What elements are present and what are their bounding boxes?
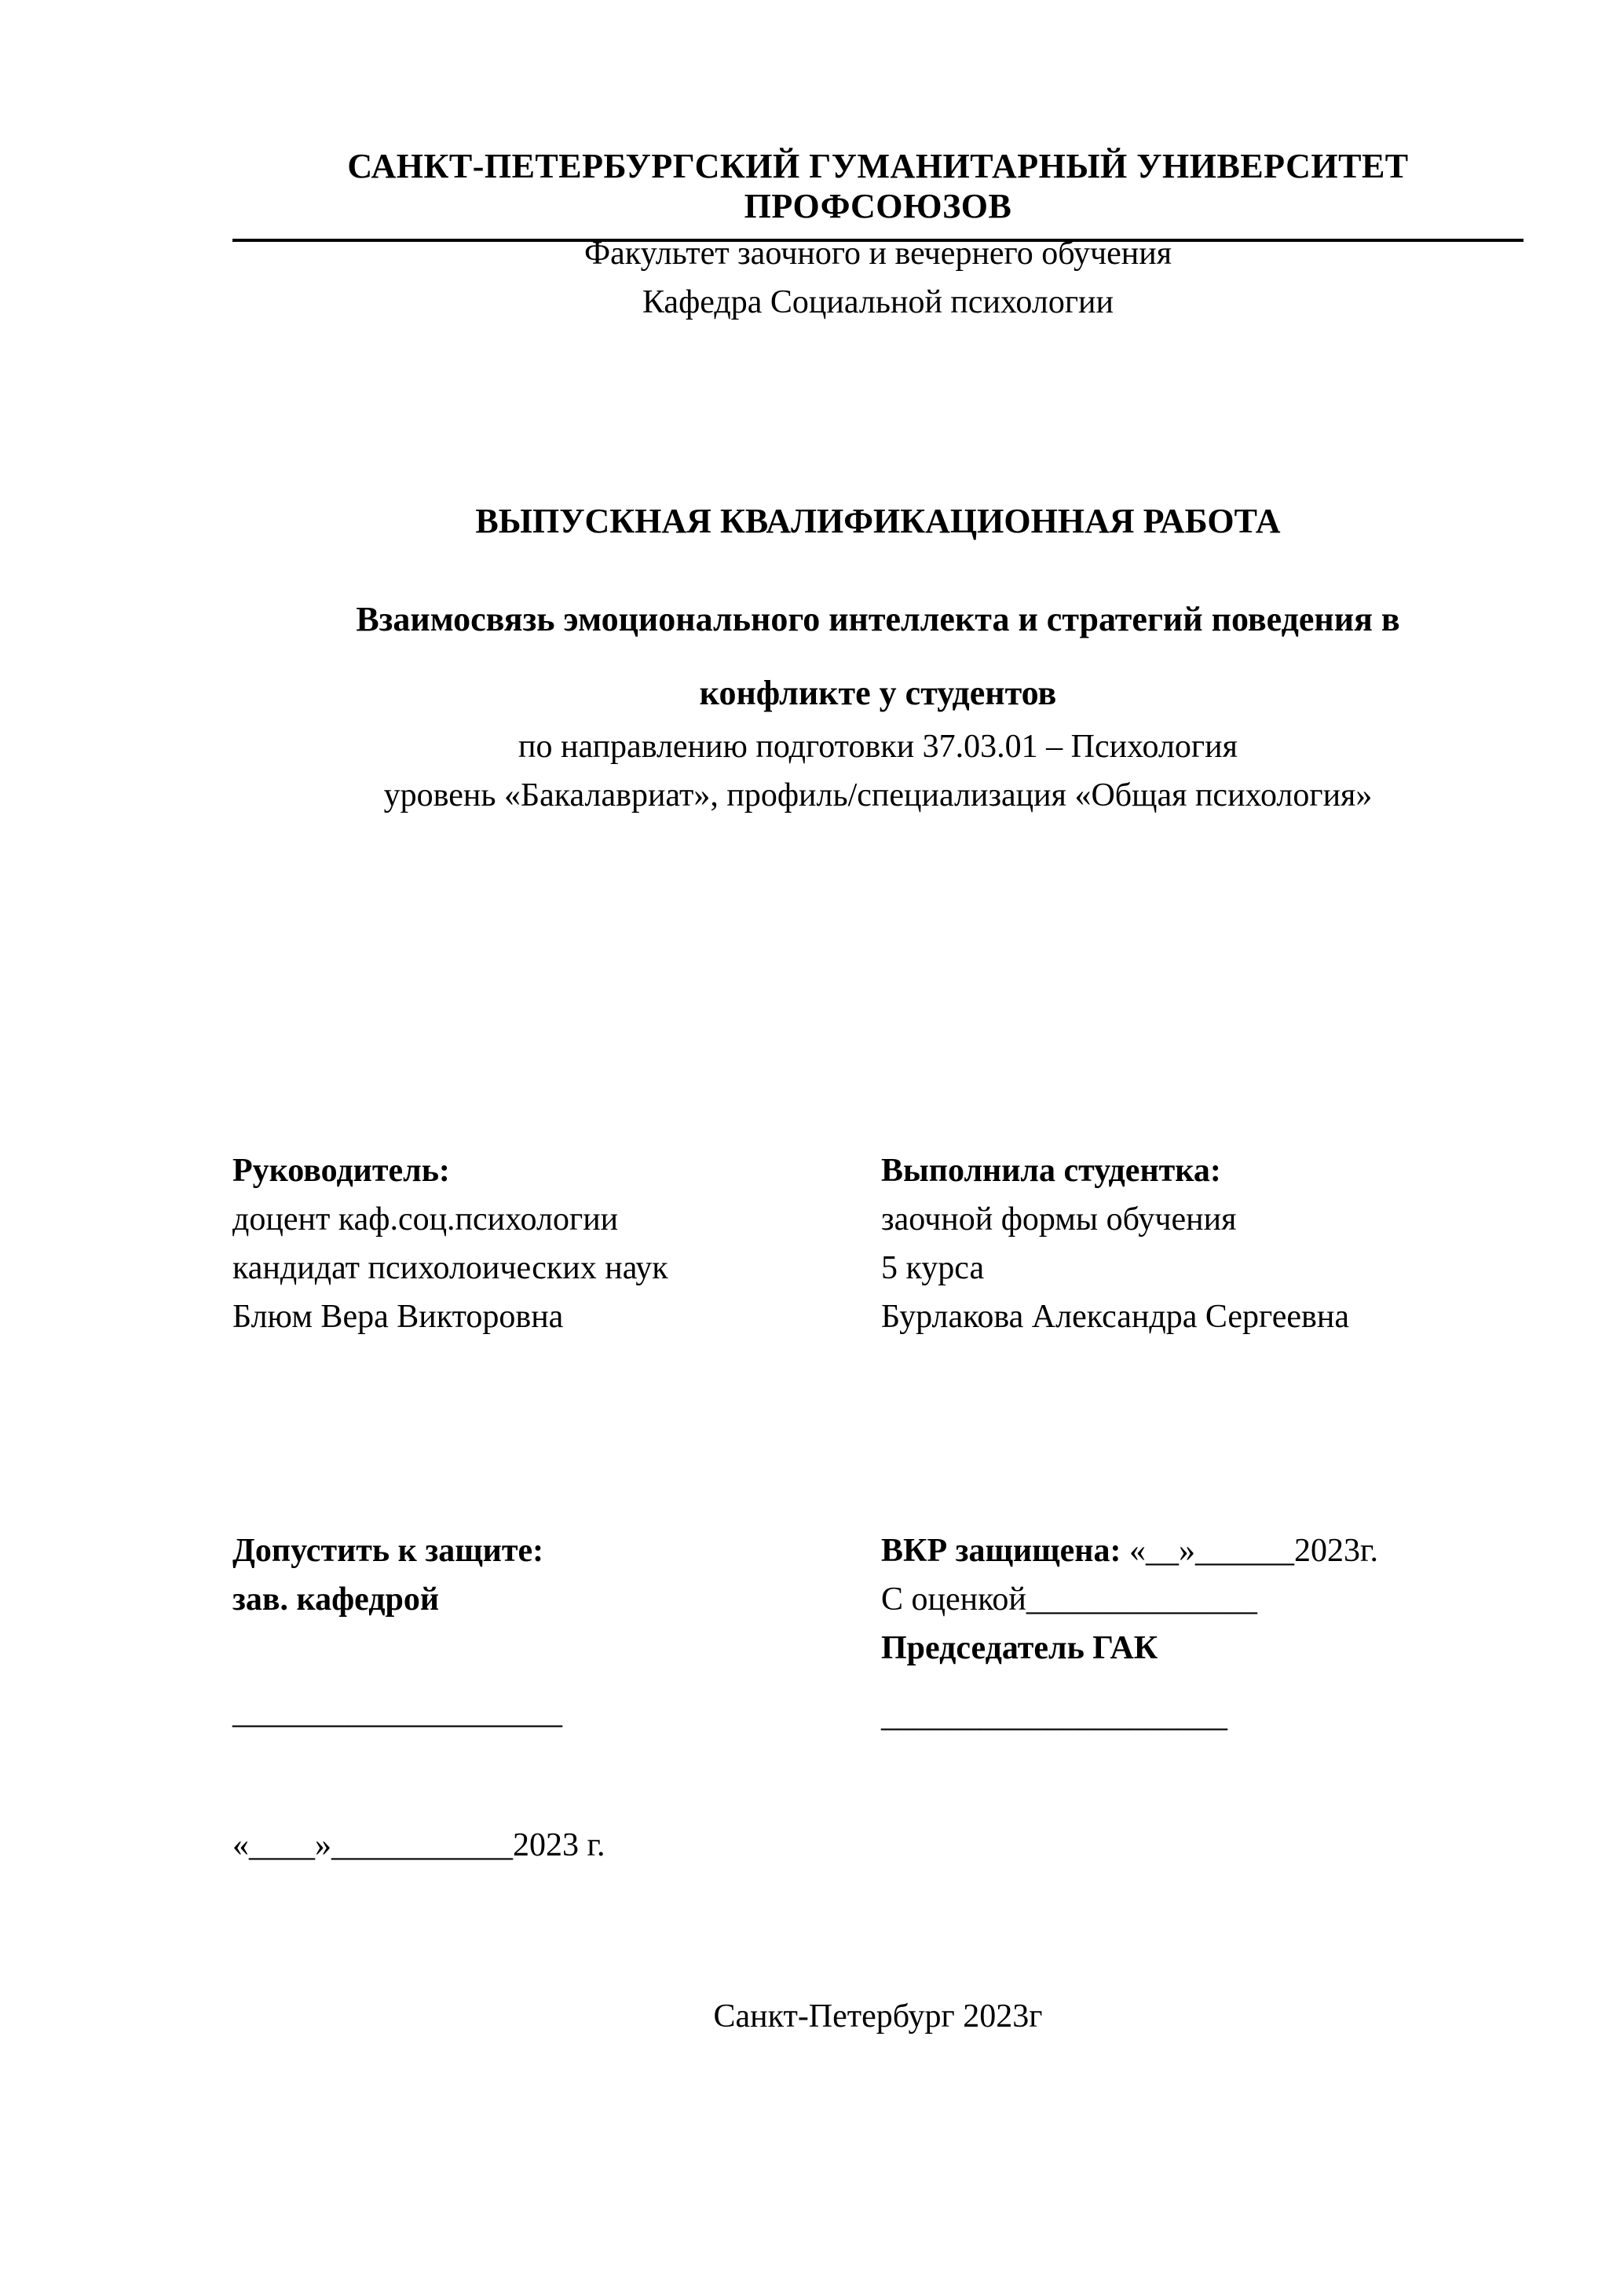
thesis-title [232, 583, 1523, 730]
admission-block [232, 1526, 562, 1737]
thesis-title-line1: Взаимосвязь эмоционального интеллекта и стратегий поведения в [356, 600, 1400, 638]
program-block [232, 722, 1523, 820]
program-direction: по направлению подготовки 37.03.01 – Психология [518, 729, 1238, 765]
supervisor-name: Блюм Вера Викторовна [232, 1299, 564, 1335]
defense-grade-line: С оценкой______________ [881, 1581, 1257, 1618]
supervisor-label: Руководитель: [232, 1153, 450, 1189]
supervisor-position: доцент каф.соц.психологии [232, 1201, 619, 1238]
student-study-form: заочной формы обучения [881, 1201, 1237, 1238]
student-name: Бурлакова Александра Сергеевна [881, 1299, 1349, 1335]
faculty-name: Факультет заочного и вечернего обучения [583, 236, 1172, 272]
supervisor-degree: кандидат психолоических наук [232, 1250, 668, 1286]
supervisor-block [232, 1146, 668, 1341]
student-course: 5 курса [881, 1250, 985, 1286]
admission-signature-line: ____________________ [232, 1695, 562, 1731]
admission-line1: Допустить к защите: [232, 1533, 544, 1569]
thesis-title-line2: конфликте у студентов [699, 674, 1057, 712]
defense-label: ВКР защищена: [881, 1533, 1121, 1569]
student-label: Выполнила студентка: [881, 1153, 1221, 1189]
admission-line2: зав. кафедрой [232, 1581, 440, 1618]
city-year-footer: Санкт-Петербург 2023г [713, 1998, 1043, 2035]
department-name: Кафедра Социальной психологии [642, 284, 1114, 320]
defense-chairman-label: Председатель ГАК [881, 1630, 1158, 1666]
defense-signature-line: _____________________ [881, 1698, 1227, 1734]
work-type-heading: ВЫПУСКНАЯ КВАЛИФИКАЦИОННАЯ РАБОТА [475, 502, 1281, 540]
subheader-block [232, 229, 1523, 327]
program-level: уровень «Бакалавриат», профиль/специализация «Общая психология» [383, 777, 1373, 813]
student-block [881, 1146, 1349, 1341]
defense-date-line [881, 1526, 1378, 1575]
university-name: САНКТ-ПЕТЕРБУРГСКИЙ ГУМАНИТАРНЫЙ УНИВЕРСИТЕТ ПРОФСОЮЗОВ [232, 146, 1523, 242]
defense-date: «__»______2023г. [1121, 1533, 1378, 1569]
defense-block [881, 1526, 1378, 1740]
admission-date-line: «____»___________2023 г. [232, 1827, 605, 1863]
